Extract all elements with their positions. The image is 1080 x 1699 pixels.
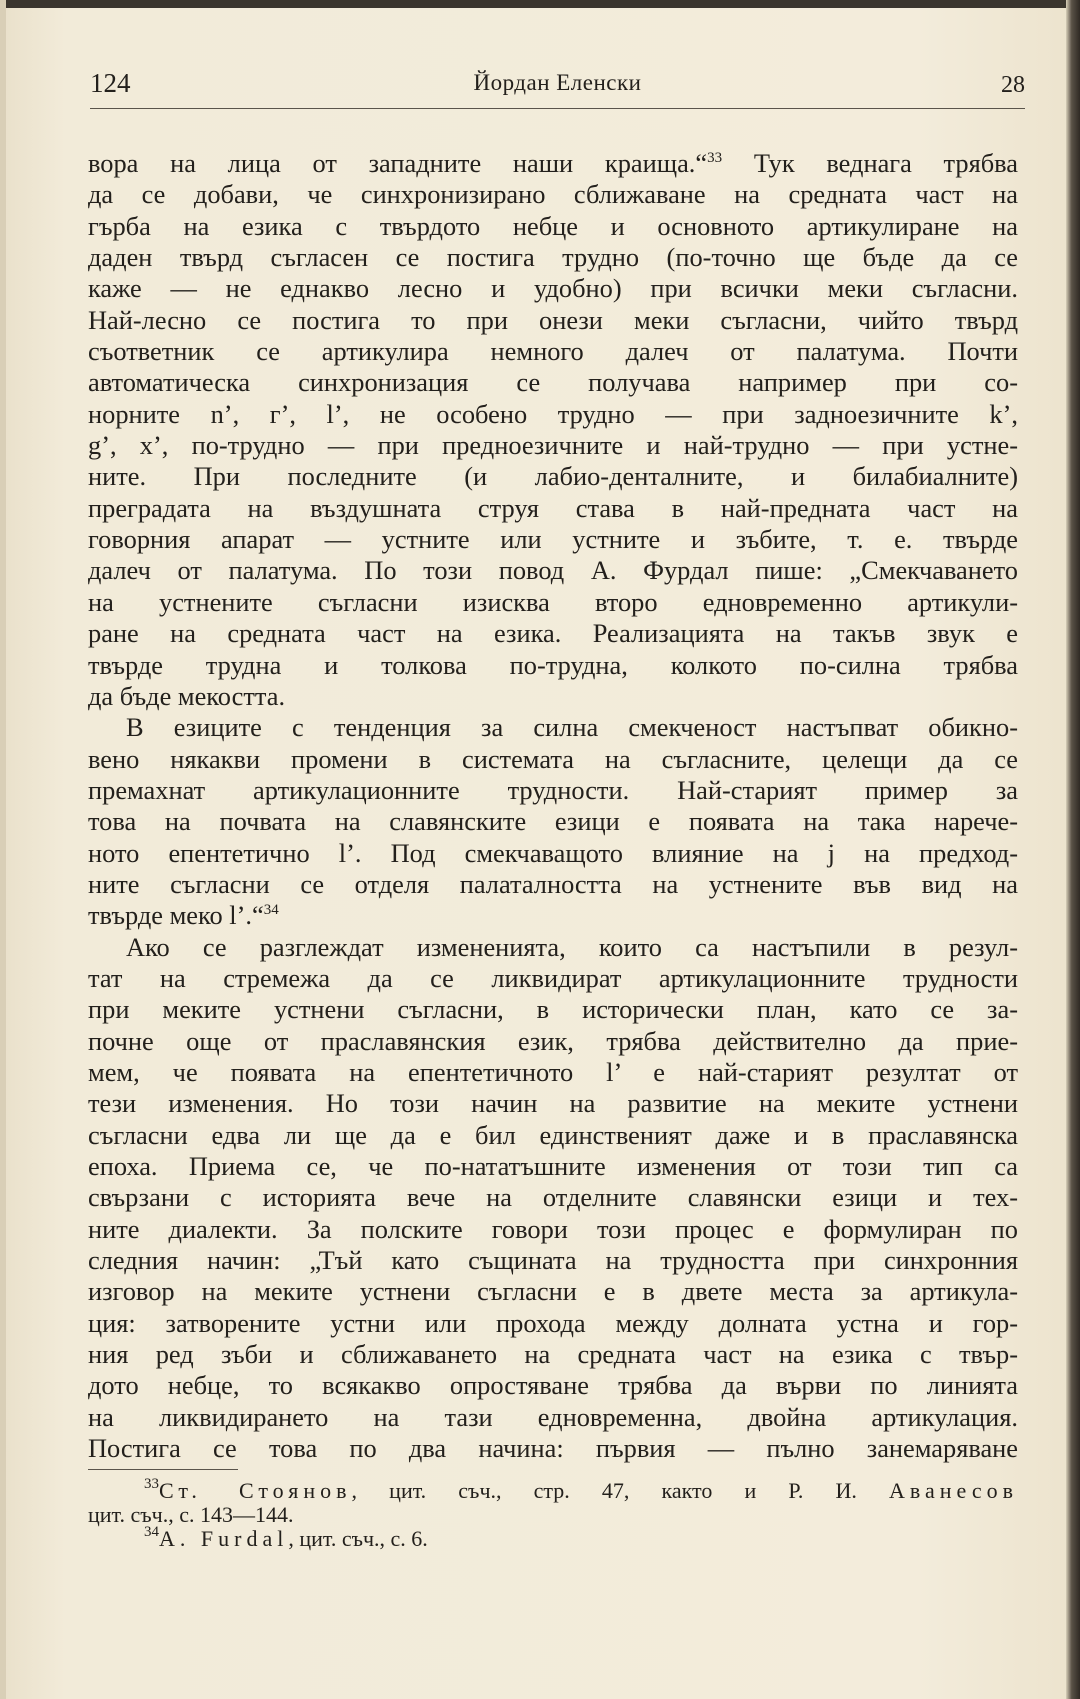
text-line: свързани с историята вече на отделните славянски езици и тех- xyxy=(88,1182,1018,1213)
text-line: тези изменения. Но този начин на развитие на меките устнени xyxy=(88,1088,1018,1119)
text-line: на ликвидирането на тази едновременна, двойна артикулация. xyxy=(88,1401,1018,1432)
footnote-34: $^{34}$A. Furdal, цит. съч., с. 6. xyxy=(144,1523,428,1551)
text-line: твърде трудна и толкова по-трудна, колкото по-силна трябва xyxy=(88,649,1018,680)
text-line: съответник се артикулира немного далеч от палатума. Почти xyxy=(88,336,1018,367)
text-line: епоха. Приема се, че по-нататъшните изменения от този тип са xyxy=(88,1151,1018,1181)
text-line: ране на средната част на езика. Реализацията на такъв звук е xyxy=(88,618,1018,649)
text-line: даден твърд съгласен се постига трудно (по-точно ще бъде да се xyxy=(88,242,1018,273)
page-header xyxy=(90,68,1025,109)
text-line: изговор на меките устнени съгласни е в двете места за артикула- xyxy=(88,1276,1018,1307)
footnote-33: $^{33}$Ст. Стоянов, цит. съч., стр. 47, както и Р. И. Аванесов xyxy=(144,1475,1018,1503)
text-line: норните n’, г’, l’, не особено трудно — при задноезичните k’, xyxy=(88,398,1018,429)
text-line: g’, x’, по-трудно — при предноезичните и най-трудно — при устне- xyxy=(88,430,1018,461)
text-line: ция: затворените устни или прохода между долната устна и гор- xyxy=(88,1307,1018,1338)
text-line: тат на стремежа да се ликвидират артикулационните трудности xyxy=(88,962,1018,993)
text-line: вено някакви промени в системата на съгласните, целещи да се xyxy=(88,743,1018,774)
footnote-divider xyxy=(88,1469,238,1470)
text-line: ните диалекти. За полските говори този процес е формулиран по xyxy=(88,1213,1018,1244)
footnote-ref-33[interactable]: 33 xyxy=(707,150,723,166)
text-line: почне още от праславянския език, трябва действително да прие- xyxy=(88,1025,1018,1056)
text-line: на устнените съгласни изисква второ едновременно артикули- xyxy=(88,586,1018,617)
text-line: ните съгласни се отделя палаталността на устнените във вид на xyxy=(88,868,1018,899)
text-line: ното епентетично l’. Под смекчаващото влияние на j на предход- xyxy=(88,837,1018,868)
text-line: гърба на езика с твърдото небце и основното артикулиране на xyxy=(88,210,1018,241)
text-line: преградата на въздушната струя става в най-предната част на xyxy=(88,492,1018,523)
text-line: Ако се разглеждат измененията, които са настъпили в резул- xyxy=(126,931,1018,962)
text-line: твърде меко l’.“$^{34}$ xyxy=(88,900,279,931)
footnotes xyxy=(88,1475,1018,1551)
text-line: съгласни едва ли ще да е бил единственият даже и в праславянска xyxy=(88,1119,1018,1150)
text-line: премахнат артикулационните трудности. Най-старият пример за xyxy=(88,774,1018,805)
page-number: 124 xyxy=(90,68,131,98)
body-text xyxy=(88,148,1018,1464)
text-line: говорния апарат — устните или устните и зъбите, т. е. твърде xyxy=(88,524,1018,555)
text-line: Най-лесно се постига то при онези меки съгласни, чийто твърд xyxy=(88,304,1018,335)
text-line: да се добави, че синхронизирано сближаване на средната част на xyxy=(88,179,1018,210)
scan-left-edge xyxy=(0,0,6,1699)
text-line: далеч от палатума. По този повод А. Фурдал пише: „Смекчаването xyxy=(88,555,1018,586)
scan-top-edge xyxy=(0,0,1080,8)
scan-right-edge xyxy=(1066,0,1080,1699)
footnote-33-continued: цит. съч., с. 143—144. xyxy=(88,1501,294,1527)
text-line: ните. При последните (и лабио-денталните, и билабиалните) xyxy=(88,461,1018,492)
text-line: Постига се това по два начина: първия — пълно занемаряване xyxy=(88,1433,1018,1464)
text-line: каже — не еднакво лесно и удобно) при всички меки съгласни. xyxy=(88,273,1018,304)
text-line: това на почвата на славянските езици е появата на така нарече- xyxy=(88,806,1018,837)
footnote-ref-34[interactable]: 34 xyxy=(263,902,279,919)
text-line: при меките устнени съгласни, в исторически план, като се за- xyxy=(88,994,1018,1025)
text-line: ния ред зъби и сближаването на средната част на езика с твър- xyxy=(88,1339,1018,1370)
text-line: вора на лица от западните наши краища.“$^{33}$ Тук веднага трябва xyxy=(88,148,1018,178)
text-line: В езиците с тенденция за силна смекченост настъпват обикно- xyxy=(126,712,1018,743)
text-line: автоматическа синхронизация се получава например при со- xyxy=(88,367,1018,398)
text-line: мем, че появата на епентетичното l’ е най-старият резултат от xyxy=(88,1056,1018,1087)
text-line: следния начин: „Тъй като същината на трудността при синхронния xyxy=(88,1245,1018,1276)
text-line: да бъде мекостта. xyxy=(88,680,286,711)
running-head: Йордан Еленски xyxy=(473,70,642,95)
text-line: дото небце, то всякакво опростяване трябва да върви по линията xyxy=(88,1370,1018,1401)
sheet-number: 28 xyxy=(1001,72,1025,98)
